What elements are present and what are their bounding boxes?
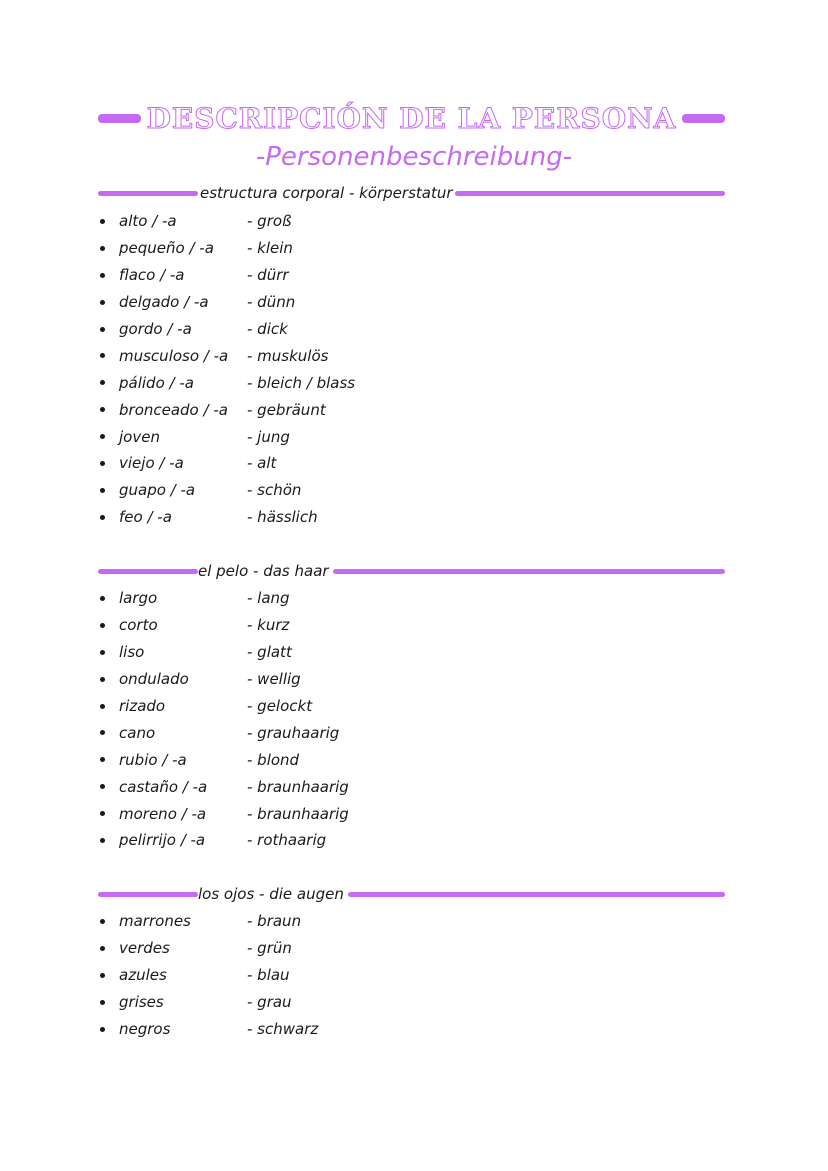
spanish-term: largo	[119, 589, 158, 608]
section-title: estructura corporal - körperstatur	[200, 184, 453, 202]
bullet-icon	[100, 273, 105, 278]
spanish-term: pequeño / -a	[119, 239, 214, 258]
bullet-icon	[100, 596, 105, 601]
page-subtitle: -Personenbeschreibung-	[255, 142, 573, 172]
spanish-term: alto / -a	[119, 212, 177, 231]
bullet-icon	[100, 1027, 105, 1032]
german-translation: - hässlich	[247, 508, 318, 527]
german-translation: - alt	[247, 454, 277, 473]
list-item	[98, 477, 355, 504]
list-item	[98, 746, 349, 773]
bullet-icon	[100, 677, 105, 682]
list-item	[98, 262, 355, 289]
german-translation: - groß	[247, 212, 292, 231]
list-item	[98, 639, 349, 666]
spanish-term: bronceado / -a	[119, 400, 228, 419]
german-translation: - grün	[247, 939, 292, 958]
bullet-icon	[100, 380, 105, 385]
german-translation: - schön	[247, 481, 302, 500]
list-item	[98, 719, 349, 746]
bullet-icon	[100, 811, 105, 816]
spanish-term: corto	[119, 616, 158, 635]
german-translation: - grauhaarig	[247, 723, 340, 742]
list-item	[98, 800, 349, 827]
german-translation: - gebräunt	[247, 400, 326, 419]
list-item	[98, 908, 318, 935]
section-bar-right	[455, 191, 725, 196]
german-translation: - blond	[247, 750, 300, 769]
bullet-icon	[100, 407, 105, 412]
spanish-term: gordo / -a	[119, 320, 192, 338]
section-heading-hair	[98, 561, 725, 581]
bullet-icon	[100, 434, 105, 439]
bullet-icon	[100, 650, 105, 655]
spanish-term: pálido / -a	[119, 373, 194, 392]
bullet-icon	[100, 461, 105, 466]
bullet-icon	[100, 623, 105, 628]
german-translation: - klein	[247, 239, 293, 258]
section-bar-left	[98, 569, 198, 574]
spanish-term: ondulado	[119, 670, 189, 689]
bullet-icon	[100, 488, 105, 493]
german-translation: - kurz	[247, 616, 290, 635]
page-title: DESCRIPCIÓN DE LA PERSONA	[146, 101, 677, 135]
bullet-icon	[100, 757, 105, 762]
list-item	[98, 962, 318, 989]
section-heading-body	[98, 183, 725, 203]
bullet-icon	[100, 300, 105, 305]
list-item	[98, 935, 318, 962]
list-item	[98, 989, 318, 1016]
german-translation: - wellig	[247, 670, 301, 689]
list-item	[98, 208, 355, 235]
section-bar-left	[98, 892, 198, 897]
spanish-term: delgado / -a	[119, 293, 209, 312]
title-bar-left	[98, 114, 141, 123]
bullet-icon	[100, 246, 105, 251]
spanish-term: musculoso / -a	[119, 346, 229, 365]
list-item	[98, 827, 349, 854]
spanish-term: pelirrijo / -a	[119, 831, 206, 850]
german-translation: - bleich / blass	[247, 373, 356, 392]
vocab-list-body	[98, 208, 355, 531]
bullet-icon	[100, 784, 105, 789]
spanish-term: rubio / -a	[119, 750, 187, 769]
bullet-icon	[100, 515, 105, 520]
spanish-term: negros	[119, 1020, 171, 1038]
spanish-term: castaño / -a	[119, 777, 208, 796]
bullet-icon	[100, 327, 105, 332]
bullet-icon	[100, 219, 105, 224]
spanish-term: moreno / -a	[119, 804, 207, 823]
spanish-term: cano	[119, 723, 156, 742]
section-bar-right	[348, 892, 725, 897]
german-translation: - gelockt	[247, 697, 313, 715]
spanish-term: liso	[119, 643, 145, 662]
spanish-term: viejo / -a	[119, 454, 184, 473]
spanish-term: azules	[119, 966, 167, 985]
vocab-list-hair	[98, 585, 349, 854]
german-translation: - blau	[247, 966, 290, 985]
german-translation: - braunhaarig	[247, 777, 349, 796]
list-item	[98, 289, 355, 316]
german-translation: - schwarz	[247, 1020, 319, 1038]
list-item	[98, 1016, 318, 1043]
german-translation: - braunhaarig	[247, 804, 349, 823]
list-item	[98, 693, 349, 720]
spanish-term: grises	[119, 993, 164, 1012]
list-item	[98, 504, 355, 531]
german-translation: - glatt	[247, 643, 292, 662]
spanish-term: rizado	[119, 697, 166, 715]
vocab-list-eyes	[98, 908, 318, 1042]
spanish-term: guapo / -a	[119, 481, 196, 500]
spanish-term: verdes	[119, 939, 170, 958]
spanish-term: joven	[119, 427, 160, 446]
bullet-icon	[100, 838, 105, 843]
section-bar-right	[333, 569, 725, 574]
german-translation: - lang	[247, 589, 290, 608]
bullet-icon	[100, 730, 105, 735]
list-item	[98, 612, 349, 639]
section-bar-left	[98, 191, 198, 196]
german-translation: - dick	[247, 320, 288, 338]
spanish-term: feo / -a	[119, 508, 172, 527]
list-item	[98, 666, 349, 693]
german-translation: - dürr	[247, 266, 289, 285]
bullet-icon	[100, 919, 105, 924]
list-item	[98, 316, 355, 343]
bullet-icon	[100, 704, 105, 709]
list-item	[98, 396, 355, 423]
section-title: los ojos - die augen	[198, 885, 344, 903]
german-translation: - dünn	[247, 293, 296, 312]
german-translation: - braun	[247, 912, 302, 931]
german-translation: - jung	[247, 427, 290, 446]
list-item	[98, 450, 355, 477]
list-item	[98, 423, 355, 450]
german-translation: - grau	[247, 993, 292, 1012]
bullet-icon	[100, 1000, 105, 1005]
bullet-icon	[100, 353, 105, 358]
list-item	[98, 369, 355, 396]
section-title: el pelo - das haar	[198, 562, 329, 580]
german-translation: - rothaarig	[247, 831, 327, 850]
bullet-icon	[100, 973, 105, 978]
list-item	[98, 773, 349, 800]
german-translation: - muskulös	[247, 346, 329, 365]
list-item	[98, 342, 355, 369]
title-bar-right	[682, 114, 725, 123]
bullet-icon	[100, 946, 105, 951]
spanish-term: flaco / -a	[119, 266, 185, 285]
list-item	[98, 235, 355, 262]
section-heading-eyes	[98, 884, 725, 904]
spanish-term: marrones	[119, 912, 191, 931]
list-item	[98, 585, 349, 612]
title-row	[98, 98, 725, 138]
